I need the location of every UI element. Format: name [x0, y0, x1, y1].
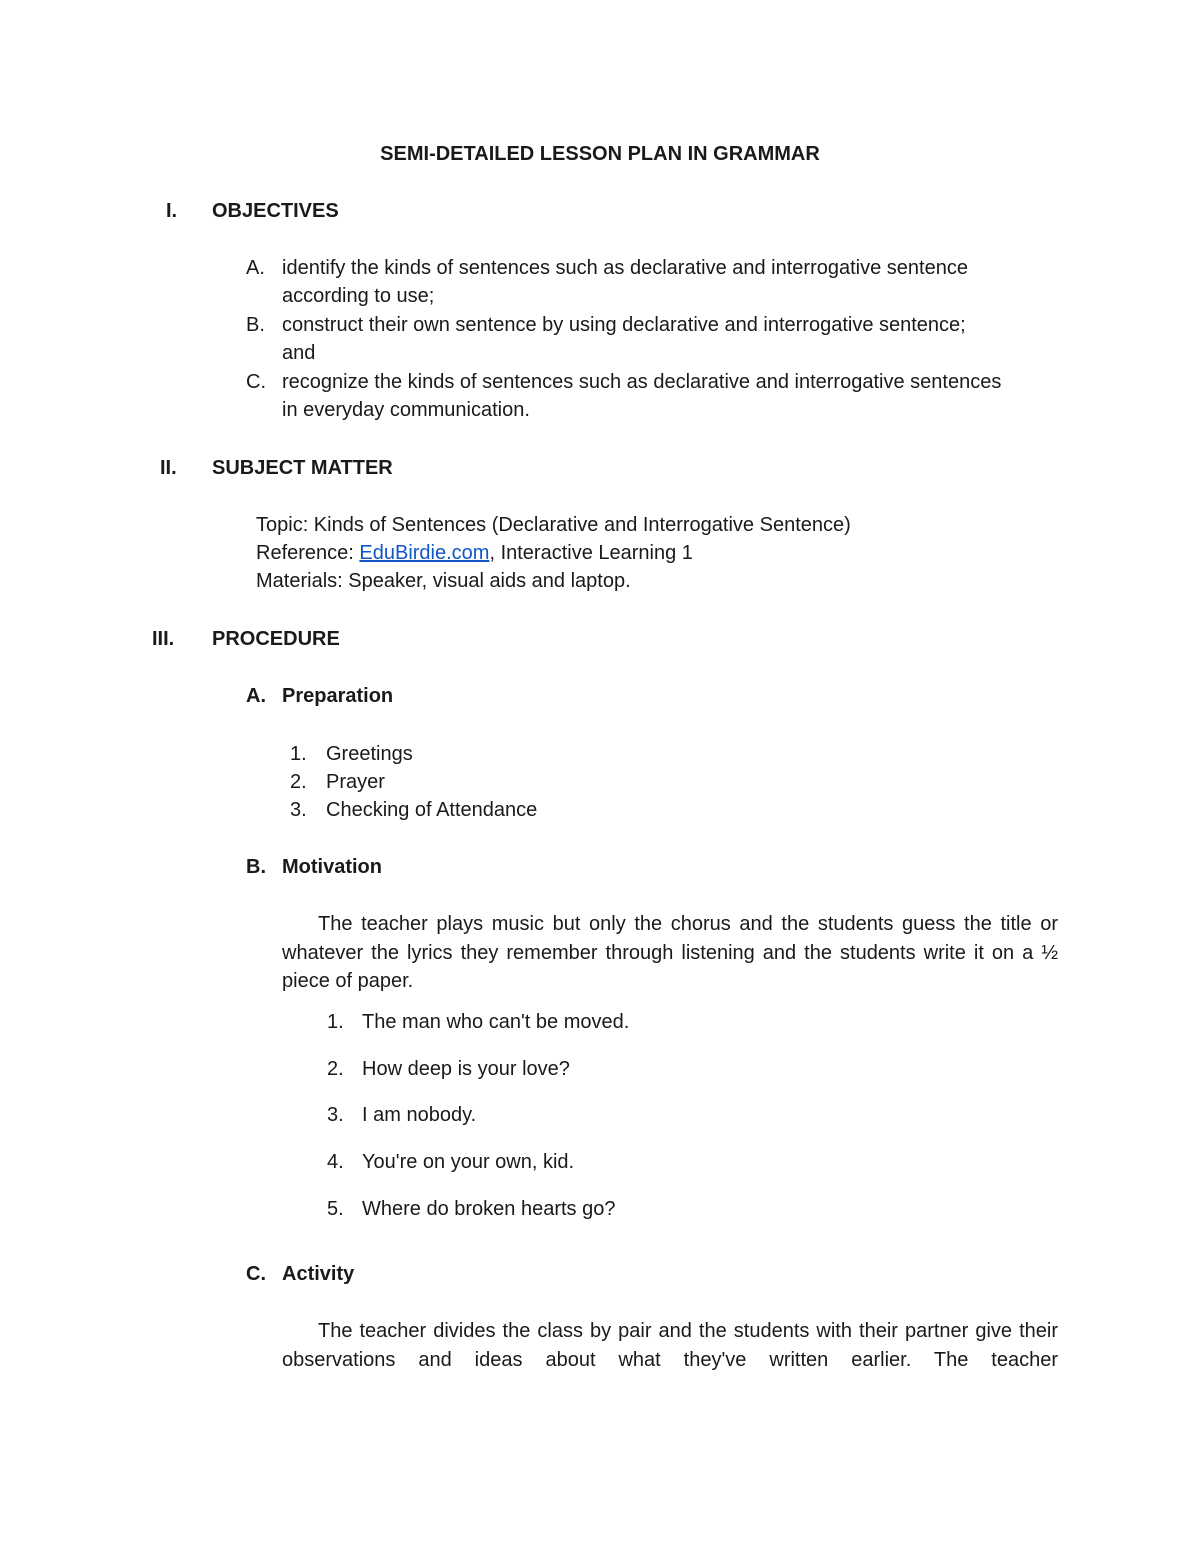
preparation-item-text: Greetings	[326, 743, 413, 765]
subsection-letter-preparation: A.	[246, 685, 266, 707]
reference-label: Reference:	[256, 542, 360, 564]
preparation-item-text: Prayer	[326, 771, 385, 793]
motivation-item-num: 5.	[327, 1198, 344, 1220]
motivation-item-text: I am nobody.	[362, 1104, 477, 1126]
subsection-heading-motivation: Motivation	[282, 856, 382, 878]
objective-letter-b: B.	[246, 314, 265, 336]
section-numeral-procedure: III.	[152, 628, 175, 650]
subject-materials: Materials: Speaker, visual aids and laptop.	[256, 570, 631, 592]
objective-c-line2: in everyday communication.	[282, 399, 530, 421]
activity-paragraph	[282, 1317, 1058, 1374]
objective-c-line1: recognize the kinds of sentences such as declarative and interrogative sentences	[282, 371, 1002, 393]
preparation-item-text: Checking of Attendance	[326, 799, 538, 821]
preparation-item-num: 2.	[290, 771, 307, 793]
motivation-paragraph-text: The teacher plays music but only the chorus and the students guess the title or whatever the lyrics they remember through listening and the students write it on a ½ piece of paper.	[282, 913, 1058, 992]
objective-letter-a: A.	[246, 257, 265, 279]
motivation-item-num: 3.	[327, 1104, 344, 1126]
objective-letter-c: C.	[246, 371, 266, 393]
reference-link[interactable]: EduBirdie.com	[359, 542, 490, 564]
objective-b-line1: construct their own sentence by using declarative and interrogative sentence;	[282, 314, 966, 336]
subject-reference	[256, 539, 693, 567]
subsection-letter-activity: C.	[246, 1263, 266, 1285]
motivation-item-num: 1.	[327, 1011, 344, 1033]
section-numeral-objectives: I.	[166, 200, 178, 222]
subsection-heading-activity: Activity	[282, 1263, 355, 1285]
objective-b-line2: and	[282, 342, 316, 364]
objective-a-line2: according to use;	[282, 285, 435, 307]
motivation-item-text: The man who can't be moved.	[362, 1011, 630, 1033]
page-title: SEMI-DETAILED LESSON PLAN IN GRAMMAR	[380, 143, 820, 165]
reference-rest: , Interactive Learning 1	[489, 542, 693, 564]
motivation-item-text: Where do broken hearts go?	[362, 1198, 616, 1220]
motivation-item-num: 2.	[327, 1058, 344, 1080]
preparation-item-num: 3.	[290, 799, 307, 821]
section-heading-objectives: OBJECTIVES	[212, 200, 339, 222]
section-heading-procedure: PROCEDURE	[212, 628, 340, 650]
motivation-paragraph	[282, 910, 1058, 996]
subject-topic: Topic: Kinds of Sentences (Declarative and Interrogative Sentence)	[256, 514, 851, 536]
subsection-heading-preparation: Preparation	[282, 685, 394, 707]
preparation-item-num: 1.	[290, 743, 307, 765]
motivation-item-text: How deep is your love?	[362, 1058, 570, 1080]
motivation-item-text: You're on your own, kid.	[362, 1151, 575, 1173]
subsection-letter-motivation: B.	[246, 856, 266, 878]
motivation-item-num: 4.	[327, 1151, 344, 1173]
objective-a-line1: identify the kinds of sentences such as declarative and interrogative sentence	[282, 257, 968, 279]
section-heading-subject-matter: SUBJECT MATTER	[212, 457, 393, 479]
activity-paragraph-text: The teacher divides the class by pair and the students with their partner give their observations and ideas about what they've written earlier. The teacher	[282, 1320, 1058, 1371]
section-numeral-subject-matter: II.	[160, 457, 177, 479]
